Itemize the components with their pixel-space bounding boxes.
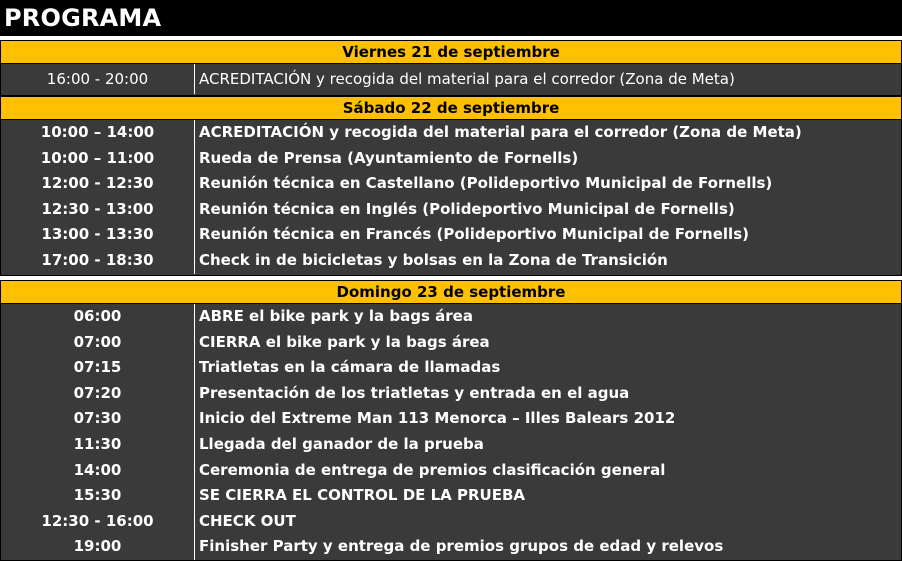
- page-title: PROGRAMA: [0, 0, 902, 36]
- schedule-row: [1, 330, 901, 356]
- schedule-row: [1, 458, 901, 484]
- time-cell: 07:00: [1, 330, 195, 356]
- schedule-row: [1, 304, 901, 330]
- time-cell: 14:00: [1, 458, 195, 484]
- activity-cell: Reunión técnica en Francés (Polideportivo Municipal de Fornells): [199, 225, 749, 244]
- time-cell: 17:00 - 18:30: [1, 248, 195, 274]
- day-section-sunday: [0, 280, 902, 561]
- day-section-friday: [0, 40, 902, 96]
- day-header: Viernes 21 de septiembre: [1, 41, 901, 64]
- schedule-row: [1, 222, 901, 248]
- schedule-row: [1, 248, 901, 274]
- time-cell: 13:00 - 13:30: [1, 222, 195, 248]
- schedule-row: [1, 171, 901, 197]
- time-cell: 07:20: [1, 381, 195, 407]
- time-cell: 12:30 - 13:00: [1, 197, 195, 223]
- activity-cell: Inicio del Extreme Man 113 Menorca – Illes Balears 2012: [199, 409, 676, 428]
- schedule-row: [1, 64, 901, 94]
- activity-cell: Finisher Party y entrega de premios grupos de edad y relevos: [199, 537, 724, 556]
- time-cell: 12:30 - 16:00: [1, 509, 195, 535]
- time-cell: 15:30: [1, 483, 195, 509]
- activity-cell: SE CIERRA EL CONTROL DE LA PRUEBA: [199, 486, 526, 505]
- time-cell: 07:15: [1, 355, 195, 381]
- schedule-row: [1, 534, 901, 560]
- activity-cell: CHECK OUT: [199, 511, 296, 530]
- day-section-saturday: [0, 96, 902, 276]
- time-cell: 12:00 - 12:30: [1, 171, 195, 197]
- schedule-row: [1, 406, 901, 432]
- schedule-row: [1, 483, 901, 509]
- schedule-row: [1, 432, 901, 458]
- time-cell: 06:00: [1, 304, 195, 330]
- time-cell: 10:00 – 14:00: [1, 120, 195, 146]
- activity-cell: Reunión técnica en Inglés (Polideportivo Municipal de Fornells): [199, 199, 735, 218]
- schedule-row: [1, 120, 901, 146]
- time-cell: 19:00: [1, 534, 195, 560]
- activity-cell: Check in de bicicletas y bolsas en la Zona de Transición: [199, 250, 668, 269]
- schedule-row: [1, 197, 901, 223]
- activity-cell: Triatletas en la cámara de llamadas: [199, 358, 501, 377]
- schedule-row: [1, 355, 901, 381]
- time-cell: 10:00 – 11:00: [1, 146, 195, 172]
- schedule-row: [1, 146, 901, 172]
- time-cell: 16:00 - 20:00: [1, 64, 195, 94]
- activity-cell: Rueda de Prensa (Ayuntamiento de Fornells): [199, 148, 579, 167]
- activity-cell: Reunión técnica en Castellano (Polideportivo Municipal de Fornells): [199, 174, 773, 193]
- activity-cell: Ceremonia de entrega de premios clasificación general: [199, 460, 666, 479]
- activity-cell: CIERRA el bike park y la bags área: [199, 332, 490, 351]
- schedule-row: [1, 381, 901, 407]
- activity-cell: Llegada del ganador de la prueba: [199, 434, 484, 453]
- activity-cell: ACREDITACIÓN y recogida del material para el corredor (Zona de Meta): [199, 123, 802, 141]
- day-header: Sábado 22 de septiembre: [1, 97, 901, 120]
- activity-cell: ABRE el bike park y la bags área: [199, 307, 473, 325]
- time-cell: 07:30: [1, 406, 195, 432]
- activity-cell: Presentación de los triatletas y entrada en el agua: [199, 383, 630, 402]
- time-cell: 11:30: [1, 432, 195, 458]
- schedule-row: [1, 509, 901, 535]
- day-header: Domingo 23 de septiembre: [1, 281, 901, 304]
- activity-cell: ACREDITACIÓN y recogida del material para el corredor (Zona de Meta): [199, 70, 735, 88]
